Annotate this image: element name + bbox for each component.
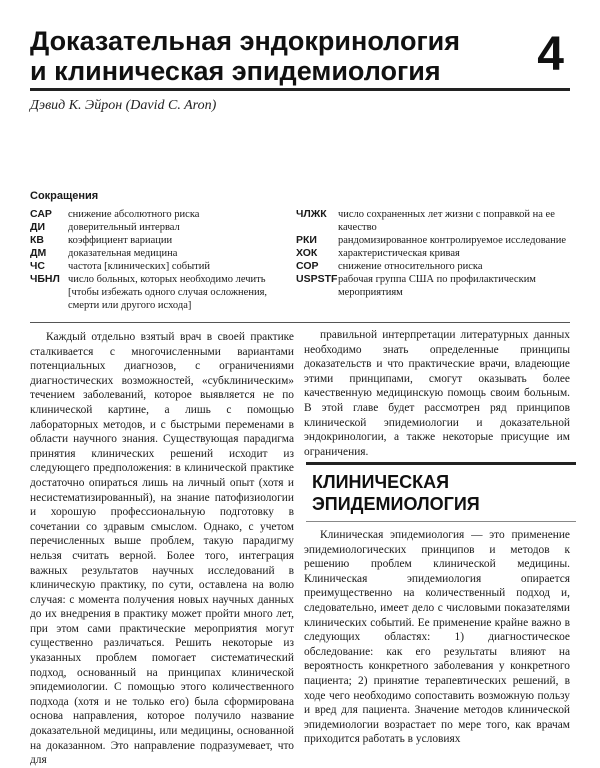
body-paragraph: Каждый отдельно взятый врач в своей практике сталкивается с многочисленными вариантами потенциальных диагнозов, с ограничениями диагностических возможностей, «субклиническим» течением заболеваний, которое выявляется не по клинической картине, а лишь с помощью лабораторных методов, и с быстрыми переменами в области научного знания. Существующая парадигма принятия клинических решений исходит из следующего предположения: в клинической практике достаточно опираться лишь на личный опыт (хотя и несистематизированный), на знание патофизиологии и хорошую профессиональную подготовку в сочетании со здравым смыслом. Однако, с учетом перечисленных выше проблем, такую парадигму нельзя считать верной. Более того, интеграция важных результатов научных исследований в клиническую практику, по сути, оставлена на волю случая: с момента получения новых научных данных до их внедрения в практику может пройти много лет, при этом сами практические мероприятия могут существенно различаться. Решить некоторые из указанных проблем помогает систематический подход, основанный на принципах клинической эпидемиологии. С помощью этого количественного подхода (хотя и не только его) была сформирована основа направления, которое получило название доказательной медицины, или медицины, основанной на доказанном. Это направление подразумевает, что для — [30, 331, 294, 767]
chapter-title — [30, 26, 500, 86]
abbreviations-right-column — [296, 208, 576, 299]
abbreviation-term: КВ — [30, 234, 44, 246]
section-heading-line1: КЛИНИЧЕСКАЯ — [312, 472, 450, 492]
abbreviation-term: USPSTF — [296, 273, 338, 285]
abbreviation-row — [30, 208, 292, 221]
body-paragraph: Клиническая эпидемиология — это применение эпидемиологических принципов и методов к решению проблем клинической медицины. Клиническая эпидемиология опирается преимущественно на количественный подход и, следовательно, имеет дело с числовыми показателями клинических событий. Ее применение крайне важно в следующих областях: 1) диагностическое обследование: как его результаты влияют на вероятность конкретного заболевания у конкретного пациента; 2) принятие терапевтических решений, в ходе чего необходимо сопоставить возможную пользу и вред для пациента. Значение методов клинической эпидемиологии возрастает по мере того, как врачам приходится работать в условиях — [304, 529, 570, 746]
abbreviation-definition: рабочая группа США по профилактическим мероприятиям — [338, 274, 536, 298]
author-name: Дэвид К. Эйрон (David C. Aron) — [30, 98, 217, 113]
section-heading-line2: ЭПИДЕМИОЛОГИЯ — [312, 494, 480, 514]
abbreviations-divider — [30, 322, 570, 323]
body-left-column — [30, 330, 294, 768]
abbreviation-term: РКИ — [296, 234, 317, 246]
abbreviation-row — [296, 260, 576, 273]
abbreviation-row — [296, 247, 576, 260]
abbreviation-row — [30, 260, 292, 273]
abbreviation-definition: снижение абсолютного риска — [68, 209, 200, 220]
body-right-column-lower — [304, 528, 570, 747]
chapter-title-line1: Доказательная эндокринология — [30, 26, 461, 56]
section-heading — [306, 462, 576, 522]
title-divider — [30, 88, 570, 91]
abbreviations-heading: Сокращения — [30, 190, 99, 202]
body-paragraph: правильной интерпретации литературных данных необходимо знать определенные принципы доказательств и что практические врачи, владеющие этими принципами, смогут оказывать более качественную медицинскую помощь своим больным. В этой главе будет рассмотрен ряд принципов клинической эпидемиологии и доказательной эндокринологии, а также некоторые присущие им ограничения. — [304, 329, 570, 458]
abbreviation-row — [30, 273, 292, 312]
abbreviation-row — [30, 234, 292, 247]
chapter-title-line2: и клиническая эпидемиология — [30, 56, 441, 86]
abbreviation-definition: рандомизированное контролируемое исследование — [338, 235, 567, 246]
abbreviation-row — [296, 208, 576, 234]
abbreviation-definition: число больных, которых необходимо лечить [чтобы избежать одного случая осложнения, смерти или другого исхода] — [68, 274, 268, 311]
abbreviation-term: ДМ — [30, 247, 47, 259]
abbreviations-left-column — [30, 208, 292, 312]
abbreviation-definition: частота [клинических] событий — [68, 261, 210, 272]
abbreviation-row — [30, 247, 292, 260]
abbreviation-definition: доверительный интервал — [68, 222, 180, 233]
abbreviation-term: ЧС — [30, 260, 45, 272]
abbreviation-term: ХОК — [296, 247, 318, 259]
abbreviation-row — [296, 234, 576, 247]
abbreviation-definition: доказательная медицина — [68, 248, 178, 259]
abbreviation-definition: характеристическая кривая — [338, 248, 460, 259]
abbreviation-definition: коэффициент вариации — [68, 235, 173, 246]
abbreviation-definition: снижение относительного риска — [338, 261, 483, 272]
abbreviation-term: ЧЛЖК — [296, 208, 327, 220]
abbreviation-term: ДИ — [30, 221, 46, 233]
abbreviation-row — [30, 221, 292, 234]
chapter-number: 4 — [537, 28, 564, 81]
abbreviation-term: ЧБНЛ — [30, 273, 60, 285]
abbreviation-definition: число сохраненных лет жизни с поправкой на ее качество — [338, 209, 555, 233]
abbreviation-term: СОР — [296, 260, 319, 272]
body-right-column — [304, 328, 570, 459]
abbreviation-row — [296, 273, 576, 299]
abbreviation-term: САР — [30, 208, 52, 220]
